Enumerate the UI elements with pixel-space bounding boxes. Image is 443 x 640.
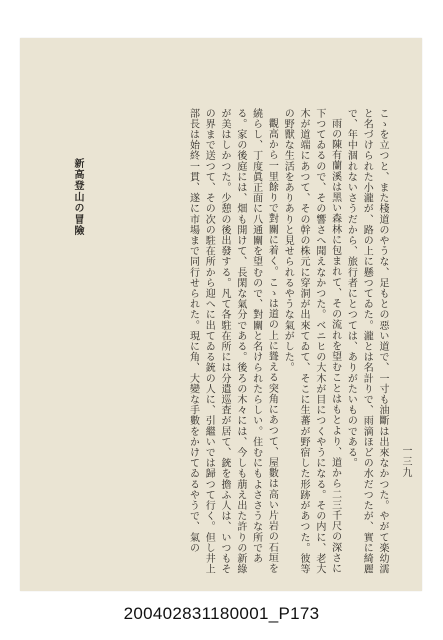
paragraph: 觀高から一里餘りで對關に着く。こゝは道の上に聳える突角にあつて、屋數は高い片岩の石垣を繞らし、丁度眞正面に八通關を望むので、對關と名けられたらしい。住むにもよささうな所である。家の後庭には、畑も開けて、長閑な氣分である。後ろの木々には、今しも萠え出た許りの新綠が美はしかつた。少憩の後出發する。凡て各駐在所には分遣巡査が居て、銃を擔ふ人は、いつもその界まで送つて、その次の駐在所から迎へに出てゐる銃の人に、引繼いでは歸つて行く。但し井上部長は始終一貫、遂に市場まで同行せられた。現に角、大變な手數をかけてゐるやうで、氣の bbox=[187, 108, 278, 575]
running-header: 新高登山の冒險 bbox=[72, 158, 83, 237]
book-page bbox=[20, 38, 422, 591]
image-caption: 200402831180001_P173 bbox=[123, 604, 320, 623]
paragraph: こゝを立つと、また棧道のやうな、足もとの惡い道で、一寸も油斷は出來なかつた。やがて楽幼濡と名づけられた小瀧が、路の上に懸つてゐた。瀧とは名計りで、雨滴ほどの水だつたが、實に綺麗で、年中涸れないさうだから、旅行者にとつては、ありがたいものである。 bbox=[345, 108, 388, 575]
body-text bbox=[90, 108, 390, 578]
page-number: 一三九 bbox=[400, 445, 411, 478]
paragraph: 雨の陳有蘭溪は黑い森林に包まれて、その流れを望むことはもとより、道から二三千尺の深さに下つてゐるので、その響さへ聞えなかつた。ベニヒの大木が目につくやうになる。その内に、老大木が道端にあつて、その幹の株元に穿洞が出來てゐて、そこに生蕃が野宿した形跡があつた。彼等の野獸な生活をありありと見せられるやうな氣がした。 bbox=[282, 108, 341, 575]
